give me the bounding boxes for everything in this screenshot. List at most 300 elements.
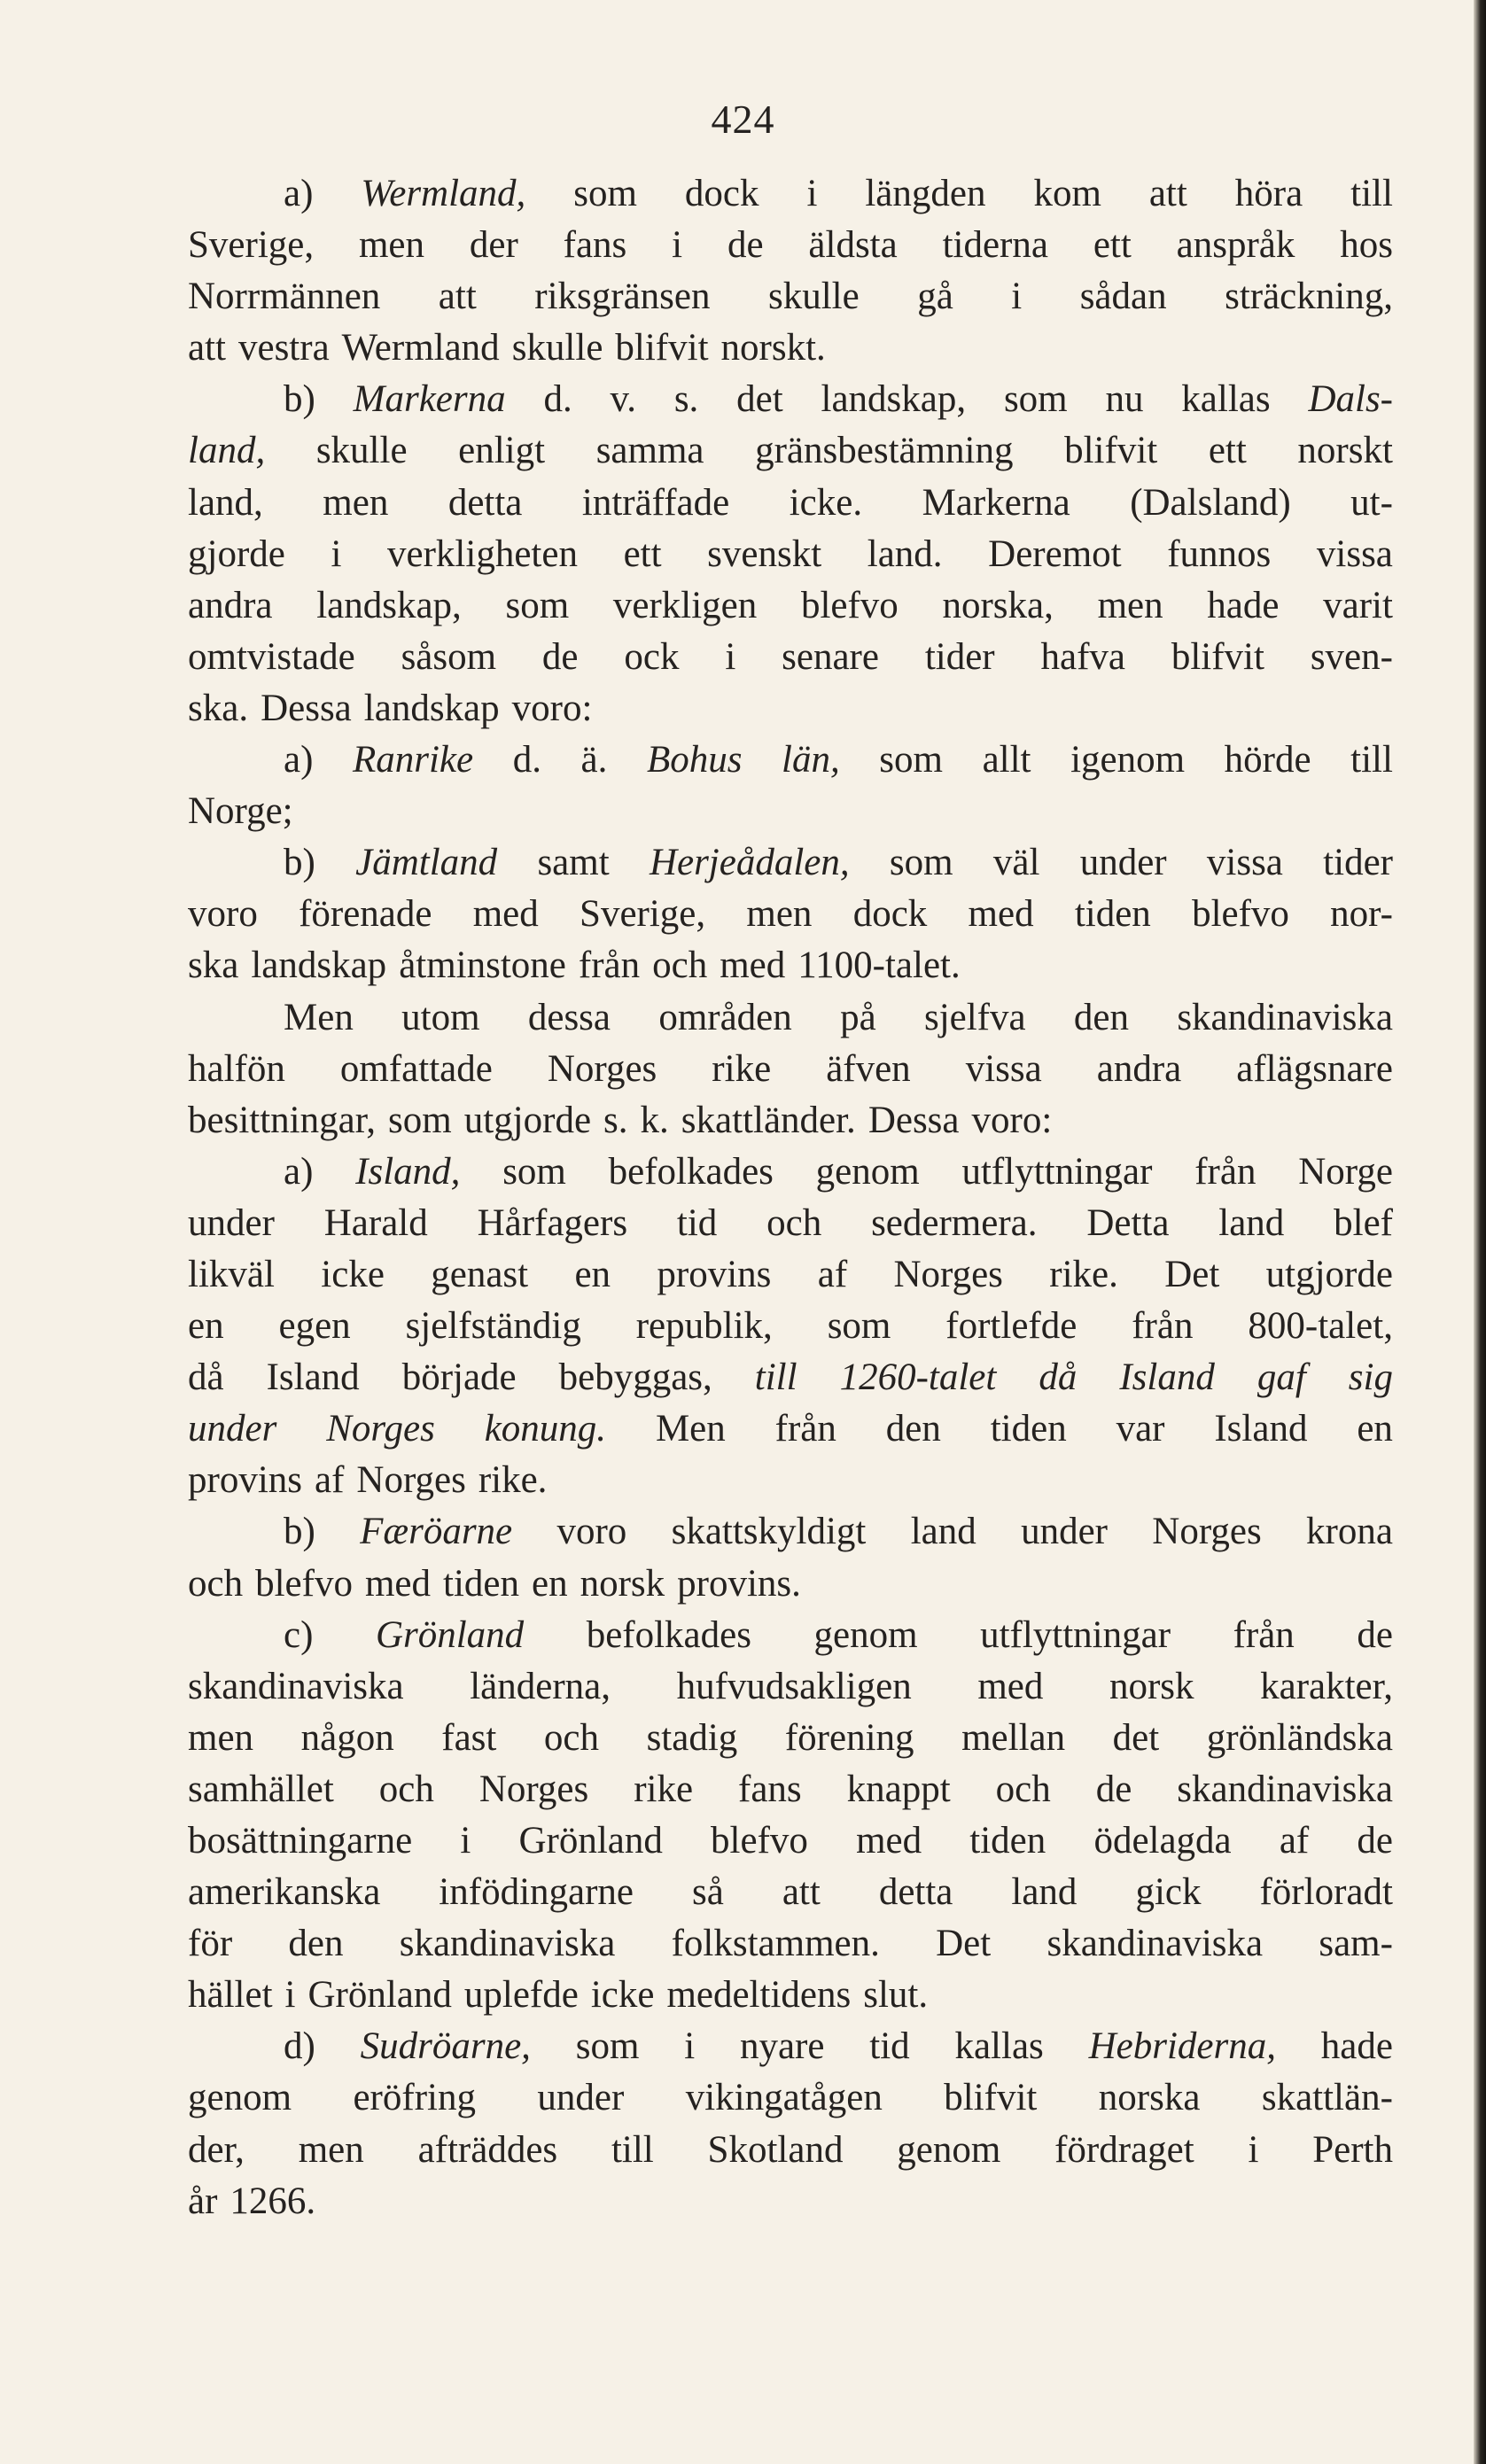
word: med xyxy=(364,1562,431,1605)
word: Det xyxy=(1164,1253,1220,1295)
word: a) xyxy=(284,173,314,214)
word: landskap, xyxy=(821,378,967,421)
word: tider xyxy=(1323,842,1393,884)
word: a) xyxy=(284,739,314,781)
word: aflägsnare xyxy=(1236,1047,1393,1090)
word: en xyxy=(188,1305,224,1348)
word: voro: xyxy=(511,687,593,729)
word: och xyxy=(378,1768,434,1810)
word: icke. xyxy=(789,481,863,524)
word: hade xyxy=(1320,2025,1393,2068)
word: a) xyxy=(284,1150,314,1193)
word: befolkades xyxy=(586,1613,751,1656)
word: som xyxy=(889,842,953,884)
italic-word: Herjeådalen, xyxy=(649,842,850,884)
word: de xyxy=(1357,1613,1393,1656)
word: tid xyxy=(869,2025,910,2068)
word: igenom xyxy=(1070,739,1186,781)
word: skattländer. xyxy=(681,1099,856,1141)
word: fans xyxy=(738,1768,802,1810)
word: enligt xyxy=(458,430,546,472)
word: det xyxy=(736,378,783,421)
word: andra xyxy=(188,584,273,626)
word: nyare xyxy=(739,2025,825,2068)
word: hället xyxy=(188,1974,273,2017)
word: vissa xyxy=(1206,842,1283,884)
word: d) xyxy=(284,2025,315,2068)
word: länderna, xyxy=(470,1665,611,1707)
word: som xyxy=(827,1305,891,1348)
word: gå xyxy=(917,276,953,318)
italic-word: Island xyxy=(1119,1356,1215,1399)
word: den xyxy=(885,1408,941,1450)
text-line xyxy=(188,1403,1393,1455)
text-line xyxy=(188,2072,1393,2124)
word: skulle xyxy=(767,276,860,318)
word: i xyxy=(1011,276,1023,318)
text-line xyxy=(188,1095,1393,1146)
word: norska, xyxy=(942,584,1054,626)
italic-word: län, xyxy=(782,739,840,781)
word: s. xyxy=(603,1099,628,1141)
word: men xyxy=(188,1716,254,1759)
word: de xyxy=(541,635,579,678)
word: Det xyxy=(936,1923,992,1965)
word: Norges xyxy=(478,1768,589,1810)
word: bebyggas, xyxy=(558,1356,712,1399)
word: land xyxy=(1011,1871,1078,1914)
italic-word: Ranrike xyxy=(352,739,474,781)
word: men xyxy=(746,893,813,936)
word: nu xyxy=(1105,378,1144,421)
word: i xyxy=(725,635,736,678)
word: en xyxy=(574,1253,611,1295)
word: vikingatågen xyxy=(685,2077,883,2119)
word: skandinaviska xyxy=(188,1665,404,1707)
word: utom xyxy=(401,996,480,1038)
word: icke xyxy=(321,1253,385,1295)
word: ut- xyxy=(1350,481,1393,524)
word: andra xyxy=(1096,1047,1182,1090)
word: Grönland xyxy=(307,1974,452,2017)
word: från xyxy=(774,1408,836,1450)
word: Deremot xyxy=(988,532,1122,575)
word: men xyxy=(323,481,389,524)
word: besittningar, xyxy=(188,1099,377,1141)
word: detta xyxy=(878,1871,953,1914)
word: utgjorde xyxy=(1265,1253,1393,1295)
word: förening xyxy=(784,1716,914,1759)
word: Harald xyxy=(323,1201,428,1244)
text-line xyxy=(188,1764,1393,1815)
text-line xyxy=(188,837,1393,889)
word: verkligheten xyxy=(387,532,578,575)
word: norskt. xyxy=(720,327,826,369)
text-line xyxy=(188,1558,1393,1610)
word: dock xyxy=(684,173,759,214)
text-line xyxy=(188,2021,1393,2072)
word: gick xyxy=(1135,1871,1202,1914)
word: inträffade xyxy=(581,481,730,524)
word: hörde xyxy=(1224,739,1311,781)
word: och xyxy=(766,1201,822,1244)
word: land. xyxy=(867,532,943,575)
word: längden xyxy=(865,173,986,214)
word: b) xyxy=(284,1511,315,1553)
word: samt xyxy=(537,842,610,884)
text-line xyxy=(188,425,1393,477)
word: rike xyxy=(712,1047,772,1090)
word: skattlän- xyxy=(1261,2077,1393,2119)
text-line xyxy=(188,786,1393,837)
word: till xyxy=(611,2128,654,2171)
word: Markerna xyxy=(922,481,1070,524)
word: fans xyxy=(563,224,627,267)
word: blefvo xyxy=(711,1820,808,1862)
word: rike xyxy=(634,1768,694,1810)
word: Norrmännen xyxy=(188,276,381,318)
word: genom xyxy=(188,2077,292,2119)
text-line xyxy=(188,1198,1393,1249)
word: utgjorde xyxy=(463,1099,592,1141)
word: från xyxy=(1132,1305,1194,1348)
word: 1266. xyxy=(230,2180,316,2222)
word: den xyxy=(1073,996,1129,1038)
word: med xyxy=(977,1665,1044,1707)
italic-word: sig xyxy=(1348,1356,1393,1399)
word: dessa xyxy=(527,996,611,1038)
text-line xyxy=(188,1455,1393,1506)
word: skulle xyxy=(511,327,603,369)
word: der xyxy=(469,224,518,267)
text-line xyxy=(188,168,1393,220)
word: den xyxy=(288,1923,344,1965)
word: som xyxy=(505,584,570,626)
word: voro xyxy=(188,893,258,936)
word: under xyxy=(537,2077,625,2119)
text-line xyxy=(188,1661,1393,1713)
word: ett xyxy=(1208,430,1247,472)
word: tiden xyxy=(969,1820,1046,1862)
word: sedermera. xyxy=(871,1201,1038,1244)
word: af xyxy=(1279,1820,1310,1862)
text-line xyxy=(188,632,1393,683)
word: från xyxy=(578,944,641,987)
word: stadig xyxy=(646,1716,738,1759)
word: b) xyxy=(284,378,315,421)
word: att xyxy=(438,276,477,318)
word: landskap xyxy=(251,944,387,987)
word: fortlefde xyxy=(945,1305,1078,1348)
word: kallas xyxy=(954,2025,1044,2068)
word: provins xyxy=(657,1253,772,1295)
word: blef xyxy=(1334,1201,1393,1244)
word: väl xyxy=(992,842,1040,884)
word: dock xyxy=(852,893,928,936)
text-line xyxy=(188,1146,1393,1198)
word: Norges xyxy=(893,1253,1003,1295)
italic-word: Færöarne xyxy=(360,1511,513,1553)
word: och xyxy=(543,1716,600,1759)
word: land xyxy=(910,1511,976,1553)
word: norska xyxy=(1098,2077,1201,2119)
word: eröfring xyxy=(353,2077,476,2119)
word: till xyxy=(1350,173,1393,214)
word: omtvistade xyxy=(188,635,355,678)
word: som xyxy=(1003,378,1068,421)
word: 1100-talet. xyxy=(797,944,961,987)
word: bosättningarne xyxy=(188,1820,413,1862)
word: genom xyxy=(897,2128,1001,2171)
word: Norge; xyxy=(188,790,293,833)
word: i xyxy=(684,2025,696,2068)
word: någon xyxy=(300,1716,394,1759)
word: riksgränsen xyxy=(534,276,711,318)
word: med xyxy=(856,1820,922,1862)
word: Perth xyxy=(1312,2128,1393,2171)
word: sven- xyxy=(1310,635,1393,678)
word: Norge xyxy=(1298,1150,1393,1193)
text-line xyxy=(188,1713,1393,1764)
word: ä. xyxy=(580,739,608,781)
italic-word: Markerna xyxy=(353,378,506,421)
word: åtminstone xyxy=(399,944,566,987)
italic-word: land, xyxy=(188,430,266,472)
word: infödingarne xyxy=(439,1871,634,1914)
word: under xyxy=(188,1201,275,1244)
word: i xyxy=(672,224,683,267)
word: kom xyxy=(1033,173,1101,214)
word: blifvit xyxy=(1064,430,1158,472)
word: äldsta xyxy=(808,224,898,267)
word: sjelfständig xyxy=(405,1305,581,1348)
word: år xyxy=(188,2180,218,2222)
word: Norges xyxy=(1152,1511,1262,1553)
word: vissa xyxy=(1316,532,1393,575)
word: befolkades xyxy=(608,1150,774,1193)
word: under xyxy=(1021,1511,1108,1553)
word: icke xyxy=(590,1974,655,2017)
word: varit xyxy=(1323,584,1393,626)
word: från xyxy=(1194,1150,1256,1193)
word: voro xyxy=(556,1511,627,1553)
word: land xyxy=(1218,1201,1285,1244)
word: norsk xyxy=(1109,1665,1194,1707)
word: ska xyxy=(188,944,239,987)
word: halfön xyxy=(188,1047,285,1090)
word: skandinaviska xyxy=(1177,1768,1393,1810)
word: men xyxy=(1097,584,1163,626)
page-edge-shadow xyxy=(1474,0,1486,2464)
word: blifvit xyxy=(944,2077,1038,2119)
word: b) xyxy=(284,842,315,884)
word: skandinaviska xyxy=(1046,1923,1264,1965)
word: skandinaviska xyxy=(1177,996,1393,1038)
word: af xyxy=(817,1253,848,1295)
word: samhället xyxy=(188,1768,334,1810)
word: s. xyxy=(673,378,699,421)
word: gjorde xyxy=(188,532,285,575)
text-line xyxy=(188,1044,1393,1095)
word: skandinaviska xyxy=(399,1923,616,1965)
word: Men xyxy=(655,1408,726,1450)
word: blefvo xyxy=(800,584,899,626)
word: de xyxy=(1095,1768,1132,1810)
text-line xyxy=(188,940,1393,991)
italic-word: Dals- xyxy=(1308,378,1393,421)
word: tid xyxy=(676,1201,718,1244)
word: k. xyxy=(640,1099,669,1141)
word: tiden xyxy=(1074,893,1151,936)
word: land, xyxy=(188,481,263,524)
word: blefvo xyxy=(1192,893,1289,936)
word: landskap xyxy=(363,687,500,729)
word: anspråk xyxy=(1176,224,1295,267)
word: som xyxy=(502,1150,566,1193)
word: 800-talet, xyxy=(1248,1305,1393,1348)
word: (Dalsland) xyxy=(1130,481,1291,524)
word: började xyxy=(401,1356,517,1399)
italic-word: Hebriderna, xyxy=(1088,2025,1276,2068)
italic-word: då xyxy=(1039,1356,1078,1399)
word: afträddes xyxy=(417,2128,558,2171)
word: i xyxy=(331,532,342,575)
italic-word: 1260-talet xyxy=(839,1356,997,1399)
word: Norges xyxy=(356,1459,466,1502)
word: och xyxy=(188,1562,244,1605)
word: förloradt xyxy=(1259,1871,1393,1914)
word: Norges xyxy=(547,1047,657,1090)
word: sjelfva xyxy=(923,996,1026,1038)
word: men xyxy=(298,2128,364,2171)
word: men xyxy=(358,224,425,267)
word: för xyxy=(188,1923,233,1965)
word: amerikanska xyxy=(188,1871,381,1914)
word: tiden xyxy=(990,1408,1067,1450)
word: Men xyxy=(284,996,354,1038)
word: från xyxy=(1233,1613,1295,1656)
word: i xyxy=(806,173,818,214)
word: gränsbestämning xyxy=(755,430,1014,472)
word: fast xyxy=(441,1716,497,1759)
text-line xyxy=(188,1867,1393,1918)
word: fördraget xyxy=(1054,2128,1194,2171)
word: tiden xyxy=(443,1562,519,1605)
word: af xyxy=(315,1459,345,1502)
word: omfattade xyxy=(339,1047,493,1090)
text-line xyxy=(188,1970,1393,2021)
word: det xyxy=(1112,1716,1160,1759)
word: äfven xyxy=(826,1047,911,1090)
word: medeltidens xyxy=(666,1974,852,2017)
word: d. xyxy=(543,378,572,421)
word: i xyxy=(284,1974,296,2017)
word: mellan xyxy=(961,1716,1066,1759)
word: på xyxy=(840,996,876,1038)
italic-word: under xyxy=(188,1408,277,1450)
word: tiderna xyxy=(942,224,1048,267)
word: kallas xyxy=(1181,378,1271,421)
word: norsk xyxy=(580,1562,665,1605)
text-line xyxy=(188,1352,1393,1403)
text-line xyxy=(188,529,1393,580)
word: krona xyxy=(1306,1511,1393,1553)
word: genom xyxy=(815,1150,920,1193)
word: ödelagda xyxy=(1093,1820,1232,1862)
text-line xyxy=(188,1610,1393,1661)
word: funnos xyxy=(1167,532,1272,575)
word: såsom xyxy=(401,635,497,678)
word: vissa xyxy=(965,1047,1042,1090)
word: slut. xyxy=(863,1974,929,2017)
word: sådan xyxy=(1079,276,1167,318)
word: uplefde xyxy=(463,1974,579,2017)
italic-word: Wermland, xyxy=(361,173,526,214)
word: Island xyxy=(266,1356,360,1399)
word: hos xyxy=(1340,224,1393,267)
word: i xyxy=(460,1820,471,1862)
word: skulle xyxy=(315,430,408,472)
word: samma xyxy=(595,430,704,472)
word: under xyxy=(1079,842,1167,884)
word: verkligen xyxy=(612,584,758,626)
word: med xyxy=(720,944,786,987)
word: ska. xyxy=(188,687,249,729)
word: rike. xyxy=(478,1459,548,1502)
word: de xyxy=(727,224,764,267)
word: skattskyldigt xyxy=(671,1511,867,1553)
italic-word: Norges xyxy=(326,1408,435,1450)
word: och xyxy=(995,1768,1051,1810)
word: till xyxy=(1350,739,1393,781)
word: genom xyxy=(813,1613,918,1656)
word: höra xyxy=(1234,173,1303,214)
word: genast xyxy=(431,1253,529,1295)
text-line xyxy=(188,735,1393,786)
page-number: 424 xyxy=(711,97,775,142)
text-line xyxy=(188,1815,1393,1867)
word: blifvit xyxy=(1171,635,1264,678)
word: voro: xyxy=(971,1099,1053,1141)
word: Sverige, xyxy=(580,893,706,936)
text-line xyxy=(188,2125,1393,2176)
word: knappt xyxy=(846,1768,951,1810)
word: ett xyxy=(623,532,662,575)
text-line xyxy=(188,992,1393,1044)
text-line xyxy=(188,889,1393,940)
word: republik, xyxy=(635,1305,773,1348)
word: Wermland xyxy=(341,327,500,369)
italic-word: Grönland xyxy=(375,1613,525,1656)
word: förenade xyxy=(299,893,432,936)
italic-word: Bohus xyxy=(646,739,743,781)
word: utflyttningar xyxy=(961,1150,1153,1193)
word: ett xyxy=(1093,224,1132,267)
word: provins xyxy=(188,1459,302,1502)
word: hafva xyxy=(1040,635,1125,678)
word: senare xyxy=(782,635,879,678)
word: tider xyxy=(924,635,995,678)
word: så xyxy=(692,1871,724,1914)
word: med xyxy=(472,893,539,936)
word: v. xyxy=(610,378,636,421)
italic-word: konung. xyxy=(484,1408,607,1450)
word: norskt xyxy=(1297,430,1393,472)
word: allt xyxy=(982,739,1031,781)
body-text xyxy=(188,168,1393,2227)
word: utflyttningar xyxy=(980,1613,1171,1656)
word: var xyxy=(1116,1408,1165,1450)
